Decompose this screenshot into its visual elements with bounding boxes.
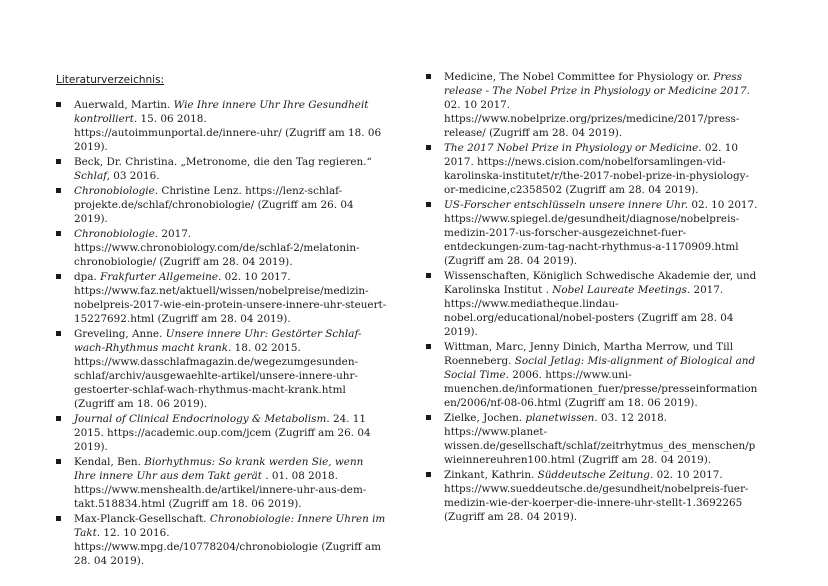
reference-entry [56, 270, 388, 326]
reference-author: Beck, Dr. Christina. „Metronome, die den Tag regieren.“ [74, 156, 372, 168]
bullet-icon [426, 415, 431, 420]
reference-details: Christine Lenz. https://lenz-schlaf-projekte.de/schlaf/chronobiologie/ (Zugriff am 26. 04 2019). [74, 185, 354, 225]
bullet-icon [56, 331, 61, 336]
reference-title: planetwissen. [525, 412, 598, 424]
reference-details: 03. 12 2018. https://www.planet-wissen.de/gesellschaft/schlaf/zeitrhytmus_des_menschen/pwieinnereuhren100.html (Zugriff am 28. 04 2019). [444, 412, 756, 466]
reference-title: Unsere innere Uhr: Gestörter Schlaf-wach-Rhythmus macht krank. [74, 328, 362, 354]
bullet-icon [56, 231, 61, 236]
reference-author: dpa. [74, 271, 101, 283]
reference-entry [56, 327, 388, 411]
bullet-icon [56, 188, 61, 193]
reference-author: Zinkant, Kathrin. [444, 469, 538, 481]
reference-entry [56, 98, 388, 154]
bullet-icon [56, 516, 61, 521]
reference-title: Nobel Laureate Meetings. [552, 284, 691, 296]
right-column [426, 70, 762, 525]
reference-details: 02. 10 2017. https://www.spiegel.de/gesundheit/diagnose/nobelpreis-medizin-2017-us-forscher-ausgezeichnet-fuer-entdeckungen-zum-tag-nacht-rhythmus-a-1170909.html (Zugriff am 28. 04 2019). [444, 199, 758, 267]
reference-entry [56, 227, 388, 269]
reference-author: Auerwald, Martin. [74, 99, 174, 111]
reference-list-left [56, 98, 388, 568]
reference-author: Wissenschaften, Königlich Schwedische Akademie der, und Karolinska Institut . [444, 270, 757, 296]
reference-title: Süddeutsche Zeitung. [537, 469, 654, 481]
reference-entry [56, 455, 388, 511]
bibliography-heading: Literaturverzeichnis: [56, 74, 165, 86]
reference-details: 2017. https://www.mediatheque.lindau-nobel.org/educational/nobel-posters (Zugriff am 28. 04 2019). [444, 284, 734, 338]
reference-details: 15. 06 2018. https://autoimmunportal.de/innere-uhr/ (Zugriff am 18. 06 2019). [74, 113, 382, 153]
reference-details: 18. 02 2015. https://www.dasschlafmagazin.de/wegezumgesunden-schlaf/archiv/ausgewaehlte-artikel/unsere-innere-uhr-gestoerter-schlaf-wach-rhythmus-macht-krank.html (Zugriff am 18. 06 2019). [74, 342, 359, 410]
reference-title: Biorhythmus: So krank werden Sie, wenn Ihre innere Uhr aus dem Takt gerät . [74, 456, 364, 482]
bullet-icon [56, 459, 61, 464]
bullet-icon [56, 102, 61, 107]
reference-details: 2006. https://www.uni-muenchen.de/informationen_fuer/presse/presseinformationen/2006/nf-08-06.html (Zugriff am 18. 06 2019). [444, 369, 758, 409]
reference-title: Chronobiologie. [74, 185, 159, 197]
reference-author: Greveling, Anne. [74, 328, 166, 340]
reference-details: 2017. https://www.chronobiology.com/de/schlaf-2/melatonin-chronobiologie/ (Zugriff am 28. 04 2019). [74, 228, 360, 268]
bullet-icon [426, 344, 431, 349]
reference-entry [56, 412, 388, 454]
reference-entry [426, 70, 762, 140]
reference-entry [426, 411, 762, 467]
bullet-icon [56, 416, 61, 421]
reference-title: Wie Ihre innere Uhr Ihre Gesundheit kontrolliert. [74, 99, 369, 125]
reference-details: 02. 10 2017. https://www.sueddeutsche.de/gesundheit/nobelpreis-fuer-medizin-wie-der-koerper-die-innere-uhr-stellt-1.3692265 (Zugriff am 28. 04 2019). [444, 469, 749, 523]
reference-entry [426, 468, 762, 524]
bullet-icon [426, 74, 431, 79]
bullet-icon [426, 202, 431, 207]
reference-title: Schlaf, [74, 170, 110, 182]
reference-title: Social Jetlag: Mis-alignment of Biological and Social Time. [444, 355, 756, 381]
bullet-icon [56, 274, 61, 279]
reference-author: Medicine, The Nobel Committee for Physiology or. [444, 71, 714, 83]
reference-details: 03 2016. [109, 170, 160, 182]
reference-entry [426, 269, 762, 339]
reference-list-right [426, 70, 762, 524]
reference-details: 12. 10 2016. https://www.mpg.de/10778204/chronobiologie (Zugriff am 28. 04 2019). [74, 527, 381, 567]
reference-author: Zielke, Jochen. [444, 412, 526, 424]
reference-title: Chronobiologie. [74, 228, 159, 240]
reference-entry [56, 155, 388, 183]
reference-details: 02. 10 2017. https://www.faz.net/aktuell/wissen/nobelpreise/medizin-nobelpreis-2017-wie-ein-protein-unsere-innere-uhr-steuert-15227692.html (Zugriff am 28. 04 2019). [74, 271, 387, 325]
reference-details: 02. 10 2017. https://www.nobelprize.org/prizes/medicine/2017/press-release/ (Zugriff am 28. 04 2019). [444, 99, 740, 139]
reference-details: 01. 08 2018. https://www.menshealth.de/artikel/innere-uhr-aus-dem-takt.518834.html (Zugriff am 18. 06 2019). [74, 470, 367, 510]
bullet-icon [426, 472, 431, 477]
reference-author: Wittman, Marc, Jenny Dinich, Martha Merrow, und Till Roenneberg. [444, 341, 734, 367]
reference-title: Chronobiologie: Innere Uhren im Takt. [74, 513, 386, 539]
bullet-icon [56, 159, 61, 164]
reference-entry [426, 141, 762, 197]
bullet-icon [426, 145, 431, 150]
reference-entry [426, 340, 762, 410]
reference-author: Kendal, Ben. [74, 456, 145, 468]
reference-title: Frakfurter Allgemeine. [100, 271, 222, 283]
reference-title: The 2017 Nobel Prize in Physiology or Medicine. [444, 142, 702, 154]
reference-title: Press release - The Nobel Prize in Physiology or Medicine 2017. [444, 71, 750, 97]
reference-title: Journal of Clinical Endocrinology & Metabolism. [74, 413, 330, 425]
left-column [56, 70, 388, 569]
bullet-icon [426, 273, 431, 278]
reference-details: 24. 11 2015. https://academic.oup.com/jcem (Zugriff am 26. 04 2019). [74, 413, 371, 453]
reference-title: US-Forscher entschlüsseln unsere innere Uhr. [444, 199, 689, 211]
reference-entry [426, 198, 762, 268]
reference-details: 02. 10 2017. https://news.cision.com/nobelforsamlingen-vid-karolinska-institutet/r/the-2017-nobel-prize-in-physiology-or-medicine,c2358502 (Zugriff am 28. 04 2019). [444, 142, 749, 196]
reference-entry [56, 184, 388, 226]
reference-entry [56, 512, 388, 568]
reference-author: Max-Planck-Gesellschaft. [74, 513, 210, 525]
